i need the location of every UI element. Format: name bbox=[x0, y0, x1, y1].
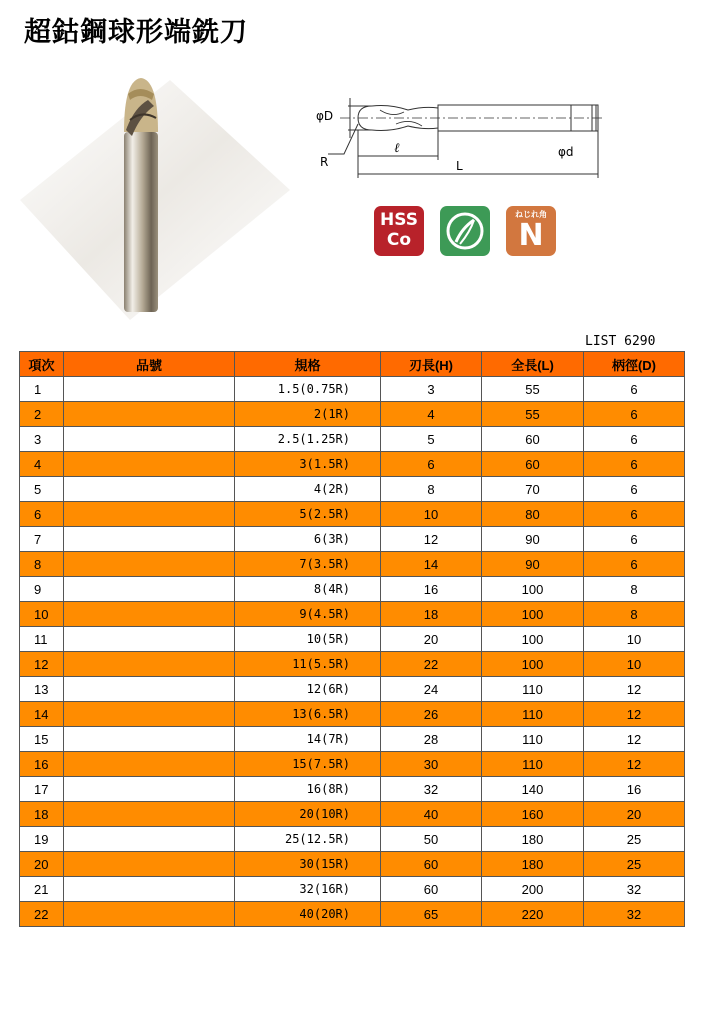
page-title: 超鈷鋼球形端銑刀 bbox=[24, 17, 248, 48]
dim-label-phi-d-big: φD bbox=[316, 109, 334, 123]
cell-shank-dia: 6 bbox=[584, 452, 685, 477]
table-row bbox=[20, 702, 685, 727]
cell-flute-length: 10 bbox=[381, 502, 482, 527]
cell-flute-length: 50 bbox=[381, 827, 482, 852]
cell-overall-length: 160 bbox=[482, 802, 584, 827]
hss-co-badge bbox=[374, 206, 424, 256]
table-row bbox=[20, 527, 685, 552]
cell-spec: 8(4R) bbox=[235, 577, 381, 602]
cell-overall-length: 100 bbox=[482, 602, 584, 627]
cell-part-no bbox=[64, 802, 235, 827]
cell-shank-dia: 10 bbox=[584, 652, 685, 677]
table-row bbox=[20, 827, 685, 852]
header-flute-length: 刃長(H) bbox=[381, 352, 482, 377]
cell-flute-length: 32 bbox=[381, 777, 482, 802]
table-row bbox=[20, 402, 685, 427]
table-row bbox=[20, 752, 685, 777]
list-number: LIST 6290 bbox=[585, 334, 656, 349]
cell-spec: 1.5(0.75R) bbox=[235, 377, 381, 402]
cell-spec: 14(7R) bbox=[235, 727, 381, 752]
cell-item-no: 5 bbox=[20, 477, 64, 502]
end-mill-photo bbox=[20, 60, 290, 330]
cell-item-no: 7 bbox=[20, 527, 64, 552]
cell-spec: 3(1.5R) bbox=[235, 452, 381, 477]
hss-badge-line1: HSS bbox=[380, 210, 418, 230]
cell-spec: 32(16R) bbox=[235, 877, 381, 902]
table-row bbox=[20, 677, 685, 702]
cell-shank-dia: 6 bbox=[584, 552, 685, 577]
cell-item-no: 11 bbox=[20, 627, 64, 652]
cell-flute-length: 30 bbox=[381, 752, 482, 777]
table-row bbox=[20, 877, 685, 902]
cell-spec: 20(10R) bbox=[235, 802, 381, 827]
dim-label-overall-length: L bbox=[456, 159, 463, 173]
cell-part-no bbox=[64, 677, 235, 702]
cell-shank-dia: 25 bbox=[584, 852, 685, 877]
cell-shank-dia: 25 bbox=[584, 827, 685, 852]
cell-flute-length: 24 bbox=[381, 677, 482, 702]
cell-shank-dia: 10 bbox=[584, 627, 685, 652]
cell-shank-dia: 32 bbox=[584, 902, 685, 927]
cell-item-no: 15 bbox=[20, 727, 64, 752]
cell-item-no: 1 bbox=[20, 377, 64, 402]
helix-angle-caption: ねじれ角 bbox=[515, 210, 547, 219]
cell-spec: 2(1R) bbox=[235, 402, 381, 427]
cell-shank-dia: 12 bbox=[584, 727, 685, 752]
cell-flute-length: 60 bbox=[381, 877, 482, 902]
cell-spec: 30(15R) bbox=[235, 852, 381, 877]
table-row bbox=[20, 652, 685, 677]
cell-part-no bbox=[64, 702, 235, 727]
helix-angle-letter: N bbox=[518, 218, 544, 253]
cell-spec: 25(12.5R) bbox=[235, 827, 381, 852]
cell-part-no bbox=[64, 402, 235, 427]
cell-overall-length: 110 bbox=[482, 752, 584, 777]
table-row bbox=[20, 602, 685, 627]
dim-label-flute-length: ℓ bbox=[394, 141, 400, 156]
cell-part-no bbox=[64, 652, 235, 677]
cell-item-no: 10 bbox=[20, 602, 64, 627]
cell-overall-length: 200 bbox=[482, 877, 584, 902]
cell-shank-dia: 12 bbox=[584, 702, 685, 727]
header-overall-length: 全長(L) bbox=[482, 352, 584, 377]
table-row bbox=[20, 777, 685, 802]
cell-shank-dia: 12 bbox=[584, 752, 685, 777]
cell-shank-dia: 6 bbox=[584, 402, 685, 427]
cell-overall-length: 90 bbox=[482, 552, 584, 577]
cell-part-no bbox=[64, 602, 235, 627]
dim-label-r: R bbox=[320, 155, 329, 169]
cell-spec: 40(20R) bbox=[235, 902, 381, 927]
table-row bbox=[20, 377, 685, 402]
cell-part-no bbox=[64, 827, 235, 852]
cell-part-no bbox=[64, 852, 235, 877]
table-row bbox=[20, 802, 685, 827]
cell-flute-length: 65 bbox=[381, 902, 482, 927]
cell-flute-length: 26 bbox=[381, 702, 482, 727]
cell-shank-dia: 8 bbox=[584, 602, 685, 627]
table-row bbox=[20, 577, 685, 602]
cell-shank-dia: 6 bbox=[584, 527, 685, 552]
table-header-row bbox=[20, 352, 685, 377]
table-row bbox=[20, 852, 685, 877]
cell-overall-length: 70 bbox=[482, 477, 584, 502]
table-row bbox=[20, 452, 685, 477]
end-mill-body bbox=[124, 78, 158, 312]
cell-overall-length: 180 bbox=[482, 852, 584, 877]
table-row bbox=[20, 627, 685, 652]
cell-part-no bbox=[64, 752, 235, 777]
dimension-drawing bbox=[300, 88, 610, 188]
cell-shank-dia: 8 bbox=[584, 577, 685, 602]
cell-shank-dia: 6 bbox=[584, 427, 685, 452]
helix-angle-n-icon bbox=[506, 206, 556, 256]
cell-spec: 11(5.5R) bbox=[235, 652, 381, 677]
cell-overall-length: 100 bbox=[482, 627, 584, 652]
cell-item-no: 16 bbox=[20, 752, 64, 777]
cell-shank-dia: 32 bbox=[584, 877, 685, 902]
cell-shank-dia: 20 bbox=[584, 802, 685, 827]
cell-item-no: 13 bbox=[20, 677, 64, 702]
cell-item-no: 18 bbox=[20, 802, 64, 827]
cell-spec: 16(8R) bbox=[235, 777, 381, 802]
cell-overall-length: 100 bbox=[482, 577, 584, 602]
cell-item-no: 17 bbox=[20, 777, 64, 802]
cell-overall-length: 110 bbox=[482, 702, 584, 727]
cell-overall-length: 100 bbox=[482, 652, 584, 677]
cell-item-no: 12 bbox=[20, 652, 64, 677]
cell-item-no: 14 bbox=[20, 702, 64, 727]
table-row bbox=[20, 427, 685, 452]
cell-spec: 9(4.5R) bbox=[235, 602, 381, 627]
cell-part-no bbox=[64, 777, 235, 802]
cell-shank-dia: 12 bbox=[584, 677, 685, 702]
cell-part-no bbox=[64, 552, 235, 577]
cell-item-no: 9 bbox=[20, 577, 64, 602]
cell-part-no bbox=[64, 727, 235, 752]
cell-flute-length: 18 bbox=[381, 602, 482, 627]
cell-part-no bbox=[64, 477, 235, 502]
cell-overall-length: 90 bbox=[482, 527, 584, 552]
header-part-no: 品號 bbox=[64, 352, 235, 377]
cell-spec: 6(3R) bbox=[235, 527, 381, 552]
table-row bbox=[20, 502, 685, 527]
cell-shank-dia: 6 bbox=[584, 377, 685, 402]
cell-item-no: 8 bbox=[20, 552, 64, 577]
hss-badge-line2: Co bbox=[386, 230, 412, 250]
cell-item-no: 19 bbox=[20, 827, 64, 852]
cell-flute-length: 28 bbox=[381, 727, 482, 752]
cell-item-no: 21 bbox=[20, 877, 64, 902]
cell-overall-length: 55 bbox=[482, 402, 584, 427]
cell-spec: 2.5(1.25R) bbox=[235, 427, 381, 452]
cell-overall-length: 220 bbox=[482, 902, 584, 927]
cell-item-no: 3 bbox=[20, 427, 64, 452]
cell-spec: 12(6R) bbox=[235, 677, 381, 702]
header-shank-dia: 柄徑(D) bbox=[584, 352, 685, 377]
cell-part-no bbox=[64, 627, 235, 652]
table-row bbox=[20, 552, 685, 577]
cell-flute-length: 60 bbox=[381, 852, 482, 877]
cell-spec: 4(2R) bbox=[235, 477, 381, 502]
table-row bbox=[20, 902, 685, 927]
header-item-no: 項次 bbox=[20, 352, 64, 377]
cell-overall-length: 60 bbox=[482, 427, 584, 452]
cell-overall-length: 55 bbox=[482, 377, 584, 402]
cell-flute-length: 6 bbox=[381, 452, 482, 477]
cell-shank-dia: 16 bbox=[584, 777, 685, 802]
cell-flute-length: 20 bbox=[381, 627, 482, 652]
table-row bbox=[20, 727, 685, 752]
header-spec: 規格 bbox=[235, 352, 381, 377]
cell-overall-length: 110 bbox=[482, 677, 584, 702]
table-row bbox=[20, 477, 685, 502]
cell-overall-length: 60 bbox=[482, 452, 584, 477]
cell-spec: 10(5R) bbox=[235, 627, 381, 652]
cell-part-no bbox=[64, 577, 235, 602]
two-flute-icon bbox=[440, 206, 490, 256]
cell-flute-length: 14 bbox=[381, 552, 482, 577]
cell-part-no bbox=[64, 877, 235, 902]
cell-spec: 13(6.5R) bbox=[235, 702, 381, 727]
cell-part-no bbox=[64, 502, 235, 527]
cell-part-no bbox=[64, 377, 235, 402]
cell-overall-length: 180 bbox=[482, 827, 584, 852]
cell-overall-length: 140 bbox=[482, 777, 584, 802]
cell-item-no: 4 bbox=[20, 452, 64, 477]
cell-part-no bbox=[64, 902, 235, 927]
cell-flute-length: 5 bbox=[381, 427, 482, 452]
cell-spec: 5(2.5R) bbox=[235, 502, 381, 527]
cell-flute-length: 16 bbox=[381, 577, 482, 602]
cell-spec: 15(7.5R) bbox=[235, 752, 381, 777]
cell-item-no: 20 bbox=[20, 852, 64, 877]
cell-flute-length: 8 bbox=[381, 477, 482, 502]
cell-shank-dia: 6 bbox=[584, 477, 685, 502]
cell-flute-length: 40 bbox=[381, 802, 482, 827]
cell-flute-length: 22 bbox=[381, 652, 482, 677]
cell-item-no: 22 bbox=[20, 902, 64, 927]
cell-overall-length: 110 bbox=[482, 727, 584, 752]
cell-part-no bbox=[64, 427, 235, 452]
cell-shank-dia: 6 bbox=[584, 502, 685, 527]
cell-overall-length: 80 bbox=[482, 502, 584, 527]
spec-table bbox=[19, 351, 685, 927]
cell-spec: 7(3.5R) bbox=[235, 552, 381, 577]
cell-item-no: 6 bbox=[20, 502, 64, 527]
cell-flute-length: 3 bbox=[381, 377, 482, 402]
dim-label-phi-d-small: φd bbox=[558, 145, 574, 159]
cell-flute-length: 12 bbox=[381, 527, 482, 552]
cell-item-no: 2 bbox=[20, 402, 64, 427]
cell-part-no bbox=[64, 527, 235, 552]
cell-flute-length: 4 bbox=[381, 402, 482, 427]
cell-part-no bbox=[64, 452, 235, 477]
